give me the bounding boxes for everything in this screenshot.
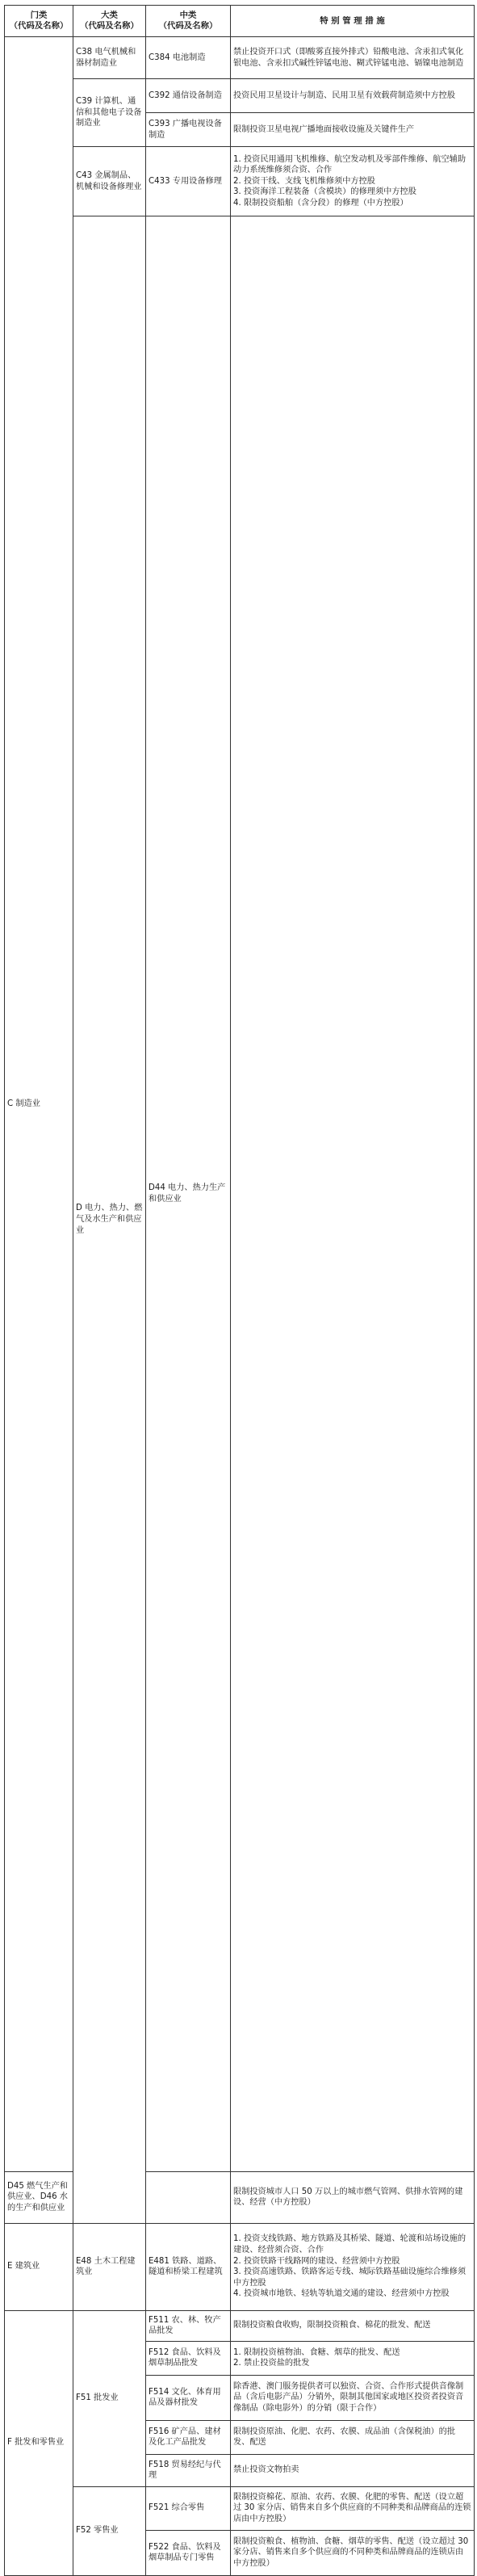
measure-line: 3. 投资海洋工程装备（含模块）的修理须中方控股 bbox=[233, 187, 416, 197]
table-row bbox=[5, 216, 475, 2172]
group-c38: C38 电气机械和器材制造业 bbox=[73, 37, 146, 79]
class-c393: C393 广播电视设备制造 bbox=[146, 113, 231, 147]
class-f512: F512 食品、饮料及烟草制品批发 bbox=[146, 2341, 231, 2375]
measure-c433 bbox=[231, 147, 475, 216]
measure-c393 bbox=[231, 113, 475, 147]
special-measures-table bbox=[4, 5, 475, 2576]
measure-line: 限制投资棉花、原油、农药、农膜、化肥的零售、配送（设立超过 30 家分店、销售来自多个供应商的不同种类和品牌商品的连锁店由中方控股） bbox=[233, 2492, 471, 2523]
group-c39: C39 计算机、通信和其他电子设备制造业 bbox=[73, 79, 146, 147]
measure-line: 2. 投资铁路干线路网的建设、经营须中方控股 bbox=[233, 2256, 400, 2266]
measure-line: 2. 禁止投资盐的批发 bbox=[233, 2359, 310, 2368]
measure-line: 限制投资原油、化肥、农药、农膜、成品油（含保税油）的批发、配送 bbox=[233, 2427, 456, 2448]
measure-line: 3. 投资高速铁路、铁路客运专线、城际铁路基础设施综合维修须中方控股 bbox=[233, 2267, 467, 2288]
class-c392: C392 通信设备制造 bbox=[146, 79, 231, 113]
measure-f514 bbox=[231, 2375, 475, 2420]
group-d44: D44 电力、热力生产和供应业 bbox=[146, 216, 231, 2172]
table-row bbox=[5, 79, 475, 113]
header-section: 门类 （代码及名称） bbox=[5, 6, 73, 37]
class-c384: C384 电池制造 bbox=[146, 37, 231, 79]
measure-line: 1. 投资民用通用飞机维修、航空发动机及零部件维修、航空辅助动力系统维修须合资、合作 bbox=[233, 154, 467, 175]
measure-line: 限制投资粮食、植物油、食糖、烟草的零售、配送（设立超过 30 家分店、销售来自多个供应商的不同种类和品牌商品的连锁店由中方控股） bbox=[233, 2536, 469, 2568]
group-f52: F52 零售业 bbox=[73, 2486, 146, 2575]
measure-line: 2. 投资干线、支线飞机维修须中方控股 bbox=[233, 176, 375, 186]
table-row bbox=[5, 147, 475, 216]
measure-e481 bbox=[231, 2223, 475, 2310]
table-row bbox=[5, 2310, 475, 2341]
measure-line: 4. 限制投资船舶（含分段）的修理（中方控股） bbox=[233, 198, 408, 208]
class-f518: F518 贸易经纪与代理 bbox=[146, 2454, 231, 2486]
measure-f518 bbox=[231, 2454, 475, 2486]
measure-f521 bbox=[231, 2486, 475, 2530]
class-e481: E481 铁路、道路、隧道和桥梁工程建筑 bbox=[146, 2223, 231, 2310]
measure-f516 bbox=[231, 2420, 475, 2454]
group-e48: E48 土木工程建筑业 bbox=[73, 2223, 146, 2310]
class-d44-empty bbox=[231, 216, 475, 2172]
measure-line: 1. 投资支线铁路、地方铁路及其桥梁、隧道、轮渡和站场设施的建设、经营须合资、合作 bbox=[233, 2234, 467, 2255]
header-class: 中类 （代码及名称） bbox=[146, 6, 231, 37]
class-c433: C433 专用设备修理 bbox=[146, 147, 231, 216]
group-c43: C43 金属制品、机械和设备修理业 bbox=[73, 147, 146, 216]
measure-line: 投资民用卫星设计与制造、民用卫星有效载荷制造须中方控股 bbox=[233, 90, 456, 100]
class-f516: F516 矿产品、建材及化工产品批发 bbox=[146, 2420, 231, 2454]
measure-line: 4. 投资城市地铁、轻轨等轨道交通的建设、经营须中方控股 bbox=[233, 2289, 450, 2299]
section-d: D 电力、热力、燃气及水生产和供应业 bbox=[73, 216, 146, 2224]
measure-line: 限制投资粮食收购，限制投资粮食、棉花的批发、配送 bbox=[233, 2321, 431, 2330]
measure-line: 禁止投资开口式（即酸雾直接外排式）铅酸电池、含汞扣式氧化银电池、含汞扣式碱性锌锰电池、糊式锌锰电池、镉镍电池制造 bbox=[233, 47, 464, 68]
measure-line: 禁止投资文物拍卖 bbox=[233, 2465, 299, 2475]
header-measures: 特 别 管 理 措 施 bbox=[231, 6, 475, 37]
class-f511: F511 农、林、牧产品批发 bbox=[146, 2310, 231, 2341]
group-d45: D45 燃气生产和供应业、D46 水的生产和供应业 bbox=[5, 2171, 73, 2223]
measure-line: 限制投资城市人口 50 万以上的城市燃气管网、供排水管网的建设、经营（中方控股） bbox=[233, 2187, 463, 2208]
class-d45-empty bbox=[146, 2171, 231, 2223]
table-row bbox=[5, 2486, 475, 2530]
class-f514: F514 文化、体育用品及器材批发 bbox=[146, 2375, 231, 2420]
section-e: E 建筑业 bbox=[5, 2223, 73, 2310]
class-f522: F522 食品、饮料及烟草制品专门零售 bbox=[146, 2530, 231, 2575]
table-row bbox=[5, 37, 475, 79]
table-header-row bbox=[5, 6, 475, 37]
group-f51: F51 批发业 bbox=[73, 2310, 146, 2486]
class-f521: F521 综合零售 bbox=[146, 2486, 231, 2530]
measure-c392 bbox=[231, 79, 475, 113]
measure-line: 1. 限制投资植物油、食糖、烟草的批发、配送 bbox=[233, 2347, 400, 2357]
section-f: F 批发和零售业 bbox=[5, 2310, 73, 2575]
measure-f522 bbox=[231, 2530, 475, 2575]
table-row bbox=[5, 2223, 475, 2310]
section-c: C 制造业 bbox=[5, 37, 73, 2172]
measure-f512 bbox=[231, 2341, 475, 2375]
measure-d45 bbox=[231, 2171, 475, 2223]
measure-line: 除香港、澳门服务提供者可以独资、合资、合作形式提供音像制品（含后电影产品）分销外，限制其他国家或地区投资者投资音像制品（除电影外）的分销（限于合作） bbox=[233, 2381, 464, 2413]
header-group: 大类 （代码及名称） bbox=[73, 6, 146, 37]
measure-c384 bbox=[231, 37, 475, 79]
measure-line: 限制投资卫星电视广播地面接收设施及关键件生产 bbox=[233, 124, 415, 134]
measure-f511 bbox=[231, 2310, 475, 2341]
